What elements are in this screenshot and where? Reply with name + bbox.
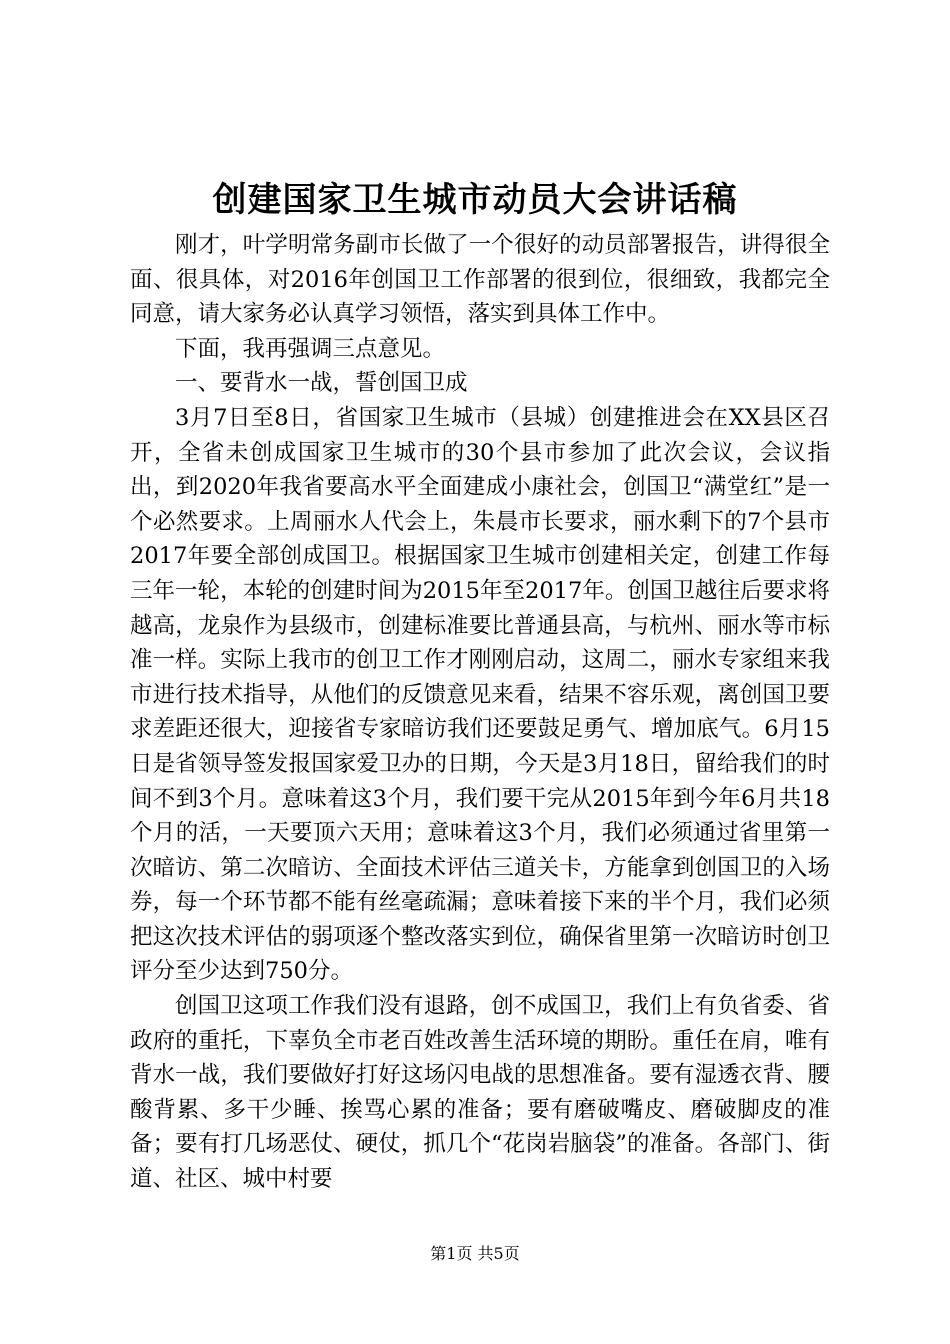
page-footer: 第1页 共5页 xyxy=(430,1244,520,1263)
paragraph-opening: 刚才，叶学明常务副市长做了一个很好的动员部署报告，讲得很全面、很具体，对2016年创国卫工作部署的很到位，很细致，我都完全同意，请大家务必认真学习领悟，落实到具体工作中。 xyxy=(130,232,830,328)
paragraph-background: 3月7日至8日，省国家卫生城市（县城）创建推进会在XX县区召开，全省未创成国家卫生城市的30个县市参加了此次会议，会议指出，到2020年我省要高水平全面建成小康社会，创国卫“满堂红”是一个必然要求。上周丽水人代会上，朱晨市长要求，丽水剩下的7个县市2017年要全部创成国卫。根据国家卫生城市创建相关定，创建工作每三年一轮，本轮的创建时间为2015年至2017年。创国卫越往后要求将越高，龙泉作为县级市，创建标准要比普通县高，与杭州、丽水等市标准一样。实际上我市的创卫工作才刚刚启动，这周二，丽水专家组来我市进行技术指导，从他们的反馈意见来看，结果不容乐观，离创国卫要求差距还很大，迎接省专家暗访我们还要鼓足勇气、增加底气。6月15日是省领导签发报国家爱卫办的日期，今天是3月18日，留给我们的时间不到3个月。意味着这3个月，我们要干完从2015年到今年6月共18个月的活，一天要顶六天用；意味着这3个月，我们必须通过省里第一次暗访、第二次暗访、全面技术评估三道关卡，方能拿到创国卫的入场券，每一个环节都不能有丝毫疏漏；意味着接下来的半个月，我们必须把这次技术评估的弱项逐个整改落实到位，确保省里第一次暗访时创卫评分至少达到750分。 xyxy=(130,404,830,985)
paragraph-resolve: 创国卫这项工作我们没有退路，创不成国卫，我们上有负省委、省政府的重托，下辜负全市老百姓改善生活环境的期盼。重任在肩，唯有背水一战，我们要做好打好这场闪电战的思想准备。要有湿透衣背、腰酸背累、多干少睡、挨骂心累的准备；要有磨破嘴皮、磨破脚皮的准备；要有打几场恶仗、硬仗，抓几个“花岗岩脑袋”的准备。各部门、街道、社区、城中村要 xyxy=(130,993,830,1193)
section-heading-1: 一、要背水一战，誓创国卫成 xyxy=(175,370,468,397)
document-title: 创建国家卫生城市动员大会讲话稿 xyxy=(212,180,738,220)
paragraph-intro: 下面，我再强调三点意见。 xyxy=(175,335,446,362)
document-body xyxy=(130,228,830,1197)
